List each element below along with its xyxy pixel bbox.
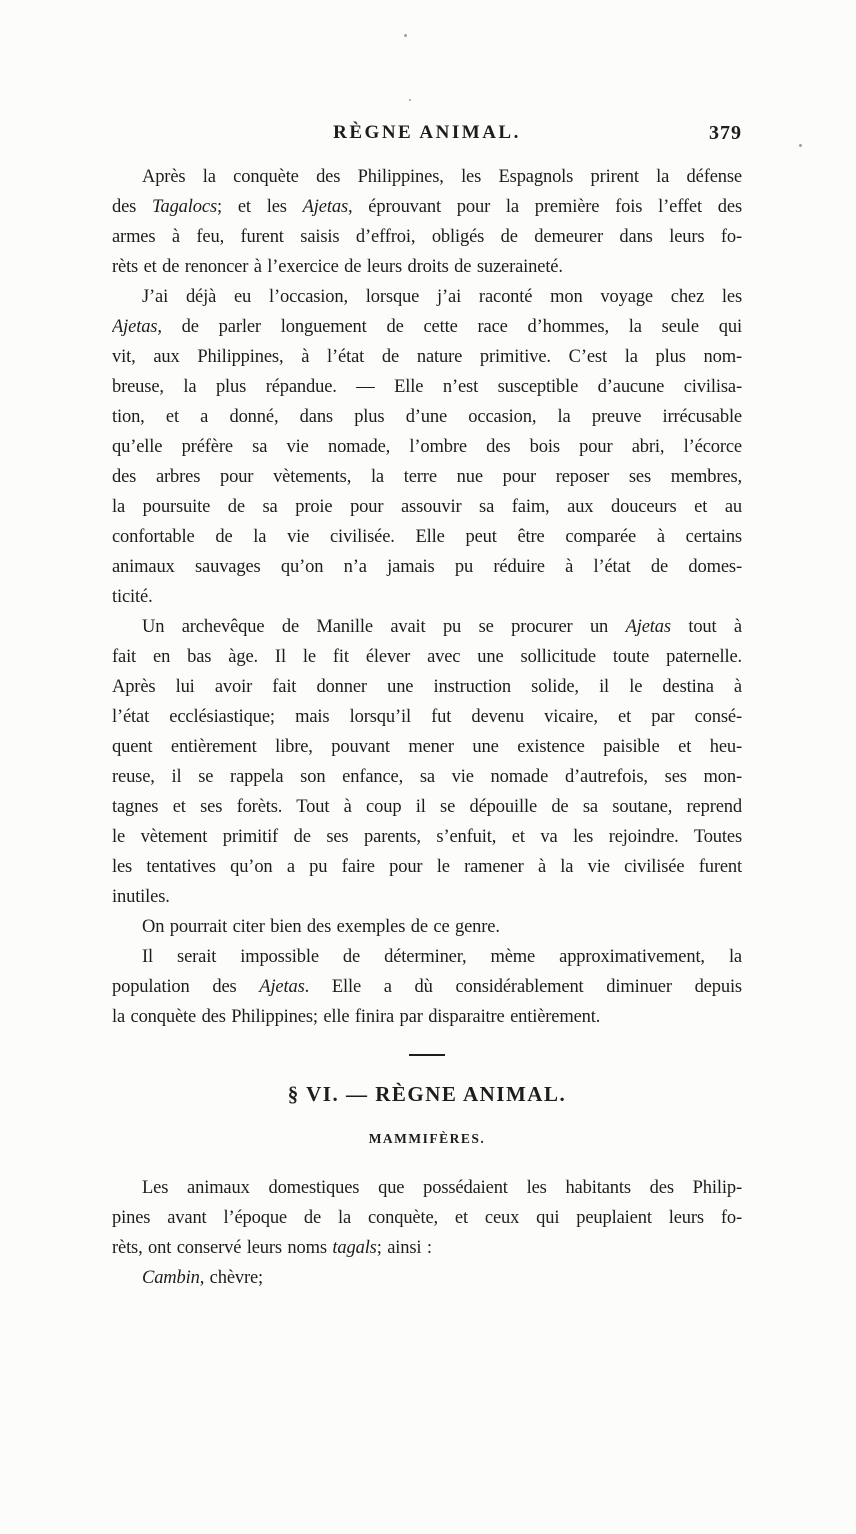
text-segment: le vètement primitif de ses parents, s’enfuit, et va les rejoindre. Toutes bbox=[112, 827, 742, 847]
text-segment: Un archevêque de Manille avait pu se procurer un bbox=[142, 617, 626, 637]
text-segment: les tentatives qu’on a pu faire pour le ramener à la vie civilisée furent bbox=[112, 857, 742, 877]
text-line bbox=[112, 642, 742, 672]
text-line bbox=[112, 852, 742, 882]
text-line bbox=[112, 552, 742, 582]
italic-text: Ajetas bbox=[302, 197, 348, 217]
text-line bbox=[112, 312, 742, 342]
text-segment: quent entièrement libre, pouvant mener une existence paisible et heu- bbox=[112, 737, 742, 757]
italic-text: Ajetas bbox=[259, 977, 305, 997]
text-segment: animaux sauvages qu’on n’a jamais pu réduire à l’état de domes- bbox=[112, 557, 742, 577]
text-segment: Après la conquète des Philippines, les Espagnols prirent la défense bbox=[142, 167, 742, 187]
text-segment: inutiles. bbox=[112, 887, 170, 907]
italic-text: Ajetas bbox=[625, 617, 671, 637]
text-segment: , chèvre; bbox=[199, 1268, 264, 1288]
text-segment: rèts, ont conservé leurs noms bbox=[112, 1238, 333, 1258]
text-segment: l’état ecclésiastique; mais lorsqu’il fut devenu vicaire, et par consé- bbox=[112, 707, 742, 727]
text-segment: rèts et de renoncer à l’exercice de leurs droits de suzeraineté. bbox=[112, 257, 563, 277]
text-line bbox=[112, 162, 742, 192]
text-segment: breuse, la plus répandue. — Elle n’est susceptible d’aucune civilisa- bbox=[112, 377, 742, 397]
paragraph bbox=[112, 612, 742, 912]
paragraph bbox=[112, 1173, 742, 1263]
text-segment: des arbres pour vètements, la terre nue pour reposer ses membres, bbox=[112, 467, 742, 487]
text-line bbox=[112, 972, 742, 1002]
text-line bbox=[112, 192, 742, 222]
text-line bbox=[112, 912, 742, 942]
text-line bbox=[112, 1173, 742, 1203]
text-segment: confortable de la vie civilisée. Elle peut être comparée à certains bbox=[112, 527, 742, 547]
paragraph bbox=[112, 942, 742, 1032]
text-line bbox=[112, 582, 742, 612]
paragraph bbox=[112, 282, 742, 612]
text-segment: population des bbox=[112, 977, 260, 997]
italic-text: Cambin bbox=[142, 1268, 200, 1288]
text-segment: la poursuite de sa proie pour assouvir sa faim, aux douceurs et au bbox=[112, 497, 742, 517]
text-segment: Les animaux domestiques que possédaient les habitants des Philip- bbox=[142, 1178, 742, 1198]
section-heading: § VI. — RÈGNE ANIMAL. bbox=[287, 1082, 567, 1106]
page-number: 379 bbox=[709, 122, 742, 144]
text-line bbox=[112, 462, 742, 492]
paragraph bbox=[112, 1263, 742, 1293]
text-line bbox=[112, 402, 742, 432]
text-line bbox=[112, 492, 742, 522]
text-line bbox=[112, 222, 742, 252]
text-segment: tout à bbox=[670, 617, 742, 637]
text-line bbox=[112, 1203, 742, 1233]
text-segment: pines avant l’époque de la conquète, et ceux qui peuplaient leurs fo- bbox=[112, 1208, 742, 1228]
text-line bbox=[112, 612, 742, 642]
italic-text: Tagalocs bbox=[152, 197, 217, 217]
scan-speck bbox=[799, 144, 802, 147]
text-segment: armes à feu, furent saisis d’effroi, obligés de demeurer dans leurs fo- bbox=[112, 227, 742, 247]
section-divider bbox=[409, 1054, 445, 1056]
paragraph bbox=[112, 912, 742, 942]
text-segment: , de parler longuement de cette race d’hommes, la seule qui bbox=[157, 317, 742, 337]
text-segment: reuse, il se rappela son enfance, sa vie nomade d’autrefois, ses mon- bbox=[112, 767, 742, 787]
text-line bbox=[112, 792, 742, 822]
text-line bbox=[112, 432, 742, 462]
text-line bbox=[112, 762, 742, 792]
text-segment: vit, aux Philippines, à l’état de nature primitive. C’est la plus nom- bbox=[112, 347, 742, 367]
text-line bbox=[112, 732, 742, 762]
section-subheading: MAMMIFÈRES. bbox=[368, 1131, 486, 1146]
body-text-bottom bbox=[112, 1173, 742, 1293]
text-line bbox=[112, 282, 742, 312]
text-line bbox=[112, 1233, 742, 1263]
text-segment: On pourrait citer bien des exemples de ce genre. bbox=[142, 917, 500, 937]
text-segment: , éprouvant pour la première fois l’effet des bbox=[348, 197, 742, 217]
scan-speck bbox=[404, 34, 407, 37]
scan-speck bbox=[409, 99, 411, 101]
text-segment: la conquète des Philippines; elle finira par disparaitre entièrement. bbox=[112, 1007, 601, 1027]
text-segment: . Elle a dù considérablement diminuer depuis bbox=[304, 977, 742, 997]
text-line bbox=[112, 1263, 742, 1293]
italic-text: Ajetas bbox=[112, 317, 158, 337]
text-segment: qu’elle préfère sa vie nomade, l’ombre des bois pour abri, l’écorce bbox=[112, 437, 742, 457]
text-line bbox=[112, 882, 742, 912]
text-segment: fait en bas àge. Il le fit élever avec une sollicitude toute paternelle. bbox=[112, 647, 742, 667]
text-line bbox=[112, 822, 742, 852]
italic-text: tagals bbox=[332, 1238, 377, 1258]
text-line bbox=[112, 522, 742, 552]
text-segment: Il serait impossible de déterminer, mème approximativement, la bbox=[142, 947, 742, 967]
text-line bbox=[112, 342, 742, 372]
text-line bbox=[112, 252, 742, 282]
text-line bbox=[112, 372, 742, 402]
text-segment: ; ainsi : bbox=[376, 1238, 432, 1258]
text-line bbox=[112, 1002, 742, 1032]
text-segment: des bbox=[112, 197, 153, 217]
body-text-top bbox=[112, 162, 742, 1032]
text-segment: ; et les bbox=[217, 197, 303, 217]
text-segment: Après lui avoir fait donner une instruction solide, il le destina à bbox=[112, 677, 742, 697]
running-header-title: RÈGNE ANIMAL. bbox=[333, 122, 521, 143]
text-segment: tagnes et ses forèts. Tout à coup il se dépouille de sa soutane, reprend bbox=[112, 797, 742, 817]
text-line bbox=[112, 702, 742, 732]
running-header bbox=[112, 122, 742, 148]
paragraph bbox=[112, 162, 742, 282]
text-line bbox=[112, 672, 742, 702]
text-segment: tion, et a donné, dans plus d’une occasion, la preuve irrécusable bbox=[112, 407, 742, 427]
text-segment: J’ai déjà eu l’occasion, lorsque j’ai raconté mon voyage chez les bbox=[142, 287, 742, 307]
text-line bbox=[112, 942, 742, 972]
text-segment: ticité. bbox=[112, 587, 153, 607]
